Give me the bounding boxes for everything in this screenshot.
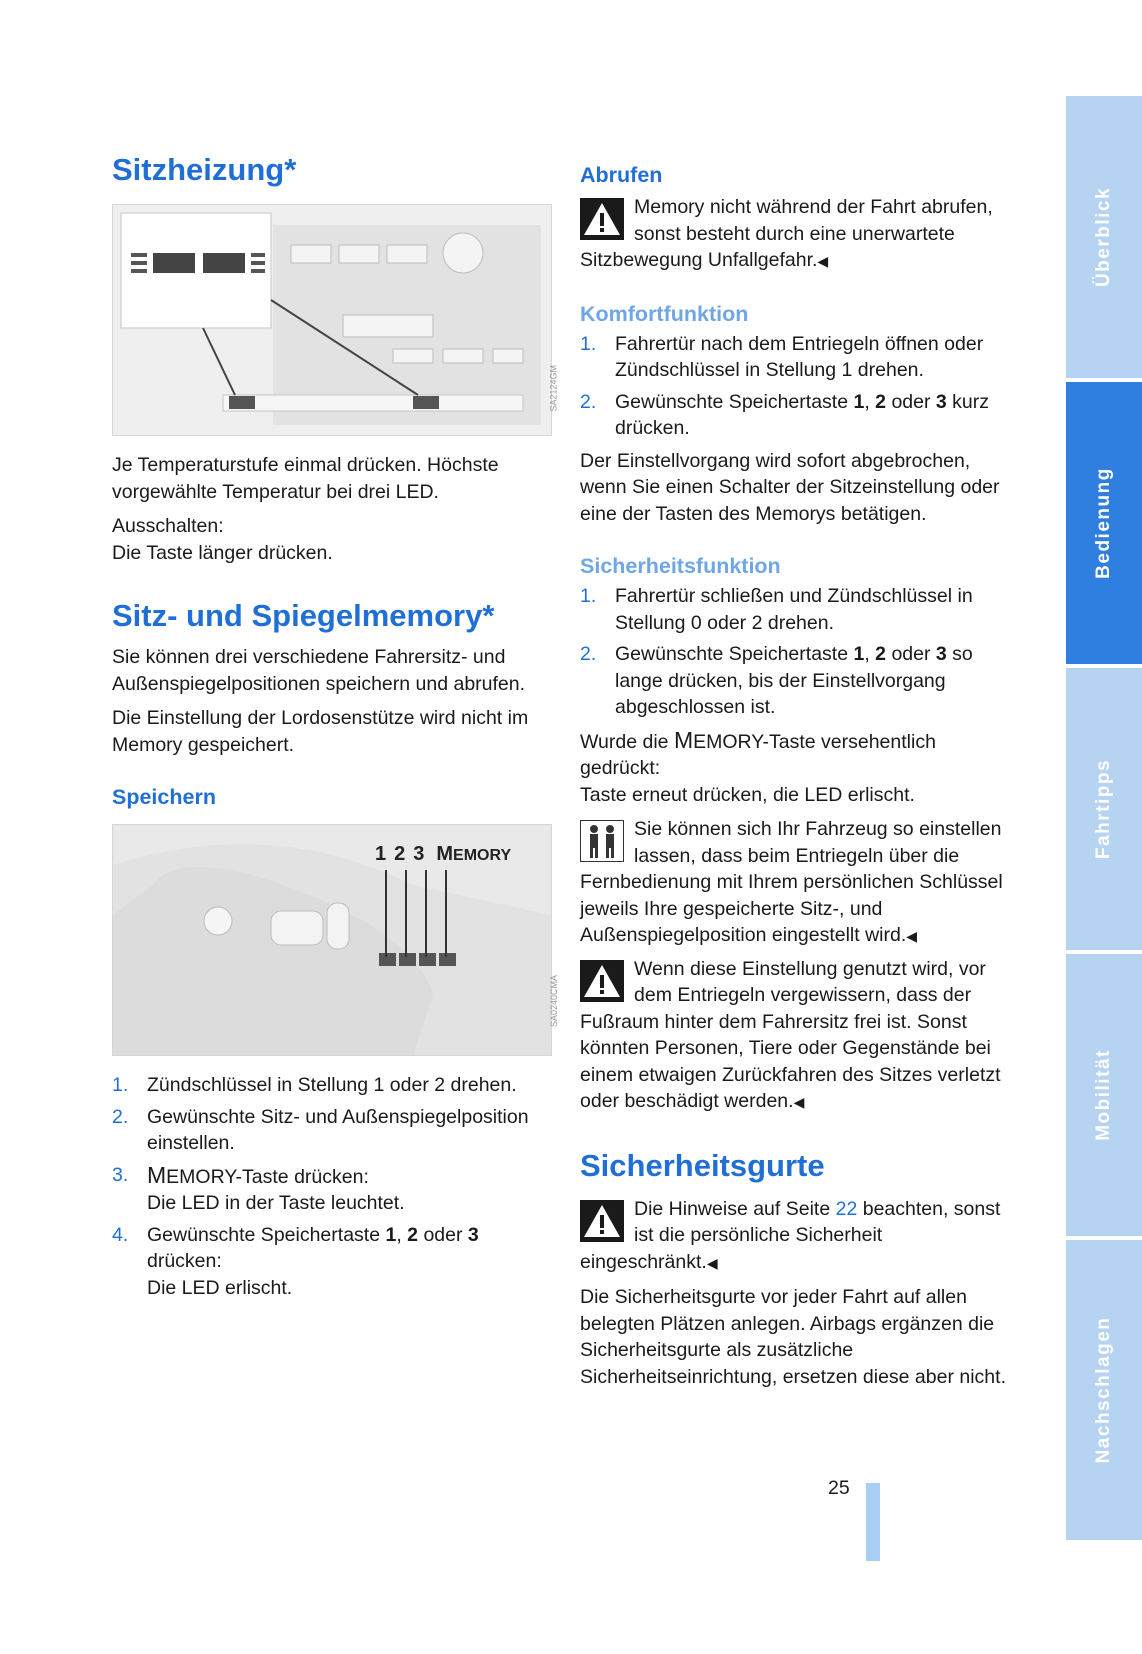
heading-seat-mirror-memory: Sitz- und Spiegelmemory* [112,598,495,633]
comfort-steps-list [580,331,1010,442]
list-item: 2. Gewünschte Speichertaste 1, 2 oder 3 so lange drücken, bis der Einstellvorgang abgeschlossen ist. [580,643,973,718]
list-item: 2. Gewünschte Speichertaste 1, 2 oder 3 kurz drücken. [580,390,990,439]
heading-seat-belts: Sicherheitsgurte [580,1147,825,1183]
paragraph-memory-accidental: Wurde die MEMORY-Taste versehentlich gedrückt: [580,726,936,779]
list-item: 1. Fahrertür nach dem Entriegeln öffnen oder Zündschlüssel in Stellung 1 drehen. [580,332,984,381]
list-item: 2. Gewünschte Sitz- und Außenspiegelposition einstellen. [112,1105,529,1154]
heading-recall: Abrufen [580,163,663,187]
label-memory-rest: EMORY [453,847,512,864]
warning-triangle-icon [580,1200,624,1242]
right-column [580,160,1020,1390]
paragraph-off-text: Die Taste länger drücken. [112,541,333,564]
warning-note-seat-belts: Die Hinweise auf Seite 22 beachten, sonst ist die persönliche Sicherheit eingeschränkt.◀ [580,1197,1001,1273]
info-note-key-memory: Sie können sich Ihr Fahrzeug so einstellen lassen, dass beim Entriegeln über die Fernbedienung mit Ihrem persönlichen Schlüssel jeweils Ihre gespeicherte Sitz-, und Außenspiegelposition eingestellt wird.◀ [580,818,1003,946]
warning-note-footwell: Wenn diese Einstellung genutzt wird, vor dem Entriegeln vergewissern, dass der Fußraum hinter dem Fahrersitz frei ist. Sonst könnten Personen, Tiere oder Gegenstände bei einem etwaigen Zurückfahren des Sitzes verletzt oder beschädigt werden.◀ [580,957,1001,1112]
tab-mobilitaet[interactable]: Mobilität [1066,954,1142,1236]
paragraph-memory-intro: Sie können drei verschiedene Fahrersitz- und Außenspiegelpositionen speichern und abrufen. [112,646,526,695]
tab-bedienung[interactable]: Bedienung [1066,382,1142,664]
key-memory-person-icon [580,820,624,862]
tab-ueberblick[interactable]: Überblick [1066,96,1142,378]
paragraph-temperature: Je Temperaturstufe einmal drücken. Höchste vorgewählte Temperatur bei drei LED. [112,454,499,503]
end-mark-icon: ◀ [793,1094,805,1110]
page-22-link[interactable]: 22 [835,1197,858,1220]
list-item: 1. Zündschlüssel in Stellung 1 oder 2 drehen. [112,1074,517,1096]
paragraph-comfort-abort: Der Einstellvorgang wird sofort abgebrochen, wenn Sie einen Schalter der Sitzeinstellung oder eine der Tasten des Memorys betätigen. [580,449,1000,525]
figure-seat-heating-buttons [112,204,559,436]
label-memory-m: M [436,843,454,865]
label-1: 1 [375,843,387,865]
tab-nachschlagen[interactable]: Nachschlagen [1066,1240,1142,1540]
save-steps-list [112,1072,552,1301]
figure-code: SA2124GM [549,365,559,412]
end-mark-icon: ◀ [817,253,829,269]
label-3: 3 [413,843,425,865]
left-column [112,150,559,1301]
heading-save: Speichern [112,785,216,809]
paragraph-press-again: Taste erneut drücken, die LED erlischt. [580,783,915,806]
figure-code: SA0240CMA [549,975,559,1028]
heading-comfort: Komfortfunktion [580,301,749,326]
heading-sitzheizung: Sitzheizung* [112,152,297,187]
tab-fahrtipps[interactable]: Fahrtipps [1066,668,1142,950]
warning-triangle-icon [580,198,624,240]
paragraph-off-label: Ausschalten: [112,515,224,537]
paragraph-seat-belts: Die Sicherheitsgurte vor jeder Fahrt auf allen belegten Plätzen anlegen. Airbags ergänzen die Sicherheitsgurte als zusätzliche Sicherheitseinrichtung, ersetzen diese aber nicht. [580,1286,1006,1388]
list-item: 4. Gewünschte Speichertaste 1, 2 oder 3 drücken: Die LED erlischt. [112,1223,479,1299]
paragraph-lordosis: Die Einstellung der Lordosenstütze wird nicht im Memory gespeichert. [112,707,529,756]
seat-heating-illustration [113,205,551,435]
end-mark-icon: ◀ [906,928,918,944]
page-marker-bar [866,1483,880,1561]
warning-triangle-icon [580,960,624,1002]
safety-steps-list [580,583,1000,721]
page-number: 25 [828,1477,850,1499]
label-2: 2 [394,843,406,865]
list-item: 3. MEMORY-Taste drücken: Die LED in der Taste leuchtet. [112,1161,405,1214]
list-item: 1. Fahrertür schließen und Zündschlüssel in Stellung 0 oder 2 drehen. [580,585,973,634]
memory-figure-labels [375,843,511,866]
figure-memory-buttons [112,824,559,1056]
end-mark-icon: ◀ [706,1254,718,1271]
heading-safety-function: Sicherheitsfunktion [580,554,781,578]
warning-note-recall: Memory nicht während der Fahrt abrufen, sonst besteht durch eine unerwartete Sitzbewegung Unfallgefahr.◀ [580,196,993,271]
